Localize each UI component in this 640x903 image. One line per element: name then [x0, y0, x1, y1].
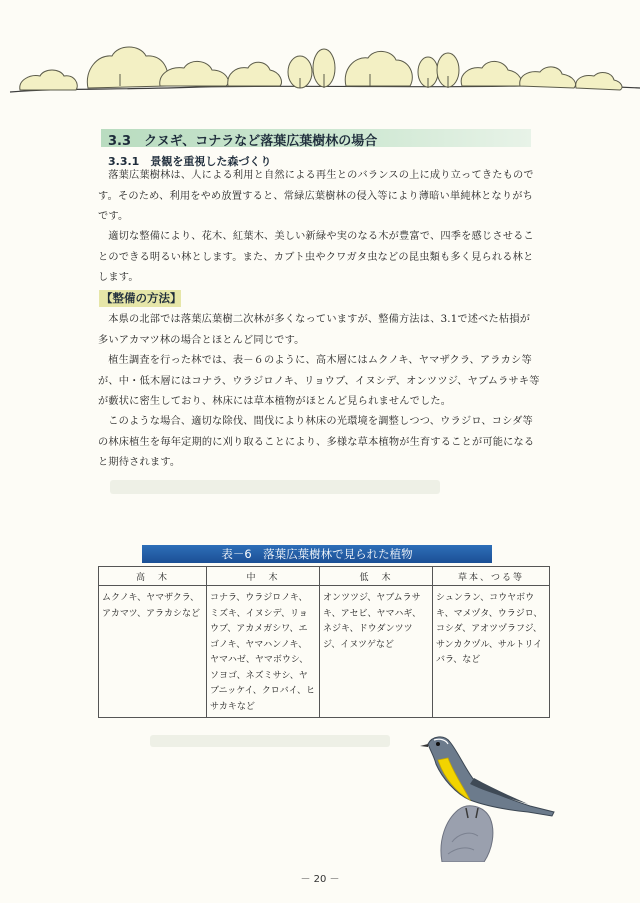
cell-mid-trees: コナラ、ウラジロノキ、ミズキ、イヌシデ、リョウブ、アカメガシワ、エゴノキ、ヤマハンノキ、ヤマハゼ、ヤマボウシ、ソヨゴ、ネズミサシ、ヤブニッケイ、クロバイ、ヒサカキなど — [207, 586, 320, 718]
method-heading: 【整備の方法】 — [101, 291, 182, 305]
plants-table — [98, 566, 550, 718]
bird-illustration — [412, 722, 562, 862]
table-title: 表－6 落葉広葉樹林で見られた植物 — [142, 545, 492, 563]
cell-shrubs: オンツツジ、ヤブムラサキ、アセビ、ヤマハギ、ネジキ、ドウダンツツジ、イヌツゲなど — [320, 586, 433, 718]
header-herbs-vines: 草本、つる等 — [433, 567, 550, 586]
paragraph-method-intro: 本県の北部では落葉広葉樹二次林が多くなっていますが、整備方法は、3.1で述べた枯損が多いアカマツ林の場合とほとんど同じです。 — [98, 314, 531, 346]
paragraph-survey: 植生調査を行った林では、表－６のように、高木層にはムクノキ、ヤマザクラ、アラカシ等が、中・低木層にはコナラ、ウラジロノキ、リョウブ、イヌシデ、オンツツジ、ヤブムラサキ等が藪状に密生しており、林床には草本植物がほとんど見られませんでした。 — [98, 355, 540, 407]
tree-banner-illustration — [0, 30, 640, 100]
cell-tall-trees: ムクノキ、ヤマザクラ、アカマツ、アラカシなど — [99, 586, 207, 718]
page-number: － 20 － — [300, 874, 340, 885]
cell-herbs-vines: シュンラン、コウヤボウキ、マメヅタ、ウラジロ、コシダ、アオツヅラフジ、サンカクヅル、サルトリイバラ、など — [433, 586, 550, 718]
paragraph-goal: 適切な整備により、花木、紅葉木、美しい新緑や実のなる木が豊富で、四季を感じさせることのできる明るい林とします。また、カブト虫やクワガタ虫などの昆虫類も多く見られる林とします。 — [98, 231, 534, 283]
faint-backdrop-band — [150, 735, 390, 747]
section-title: 3.3 クヌギ、コナラなど落葉広葉樹林の場合 — [108, 134, 378, 149]
header-shrubs: 低 木 — [320, 567, 433, 586]
table-header-row — [99, 567, 550, 586]
paragraph-expectation: このような場合、適切な除伐、間伐により林床の光環境を調整しつつ、ウラジロ、コシダ等の林床植生を毎年定期的に刈り取ることにより、多様な草本植物が生育することが可能になると期待されます。 — [98, 416, 535, 468]
table-row — [99, 586, 550, 718]
faint-backdrop-band — [110, 480, 440, 494]
header-mid-trees: 中 木 — [207, 567, 320, 586]
paragraph-overview: 落葉広葉樹林は、人による利用と自然による再生とのバランスの上に成り立ってきたものです。そのため、利用をやめ放置すると、常緑広葉樹林の侵入等により薄暗い単純林となりがちです。 — [98, 170, 534, 222]
header-tall-trees: 高 木 — [99, 567, 207, 586]
subsection-title: 3.3.1 景観を重視した森づくり — [108, 155, 272, 168]
